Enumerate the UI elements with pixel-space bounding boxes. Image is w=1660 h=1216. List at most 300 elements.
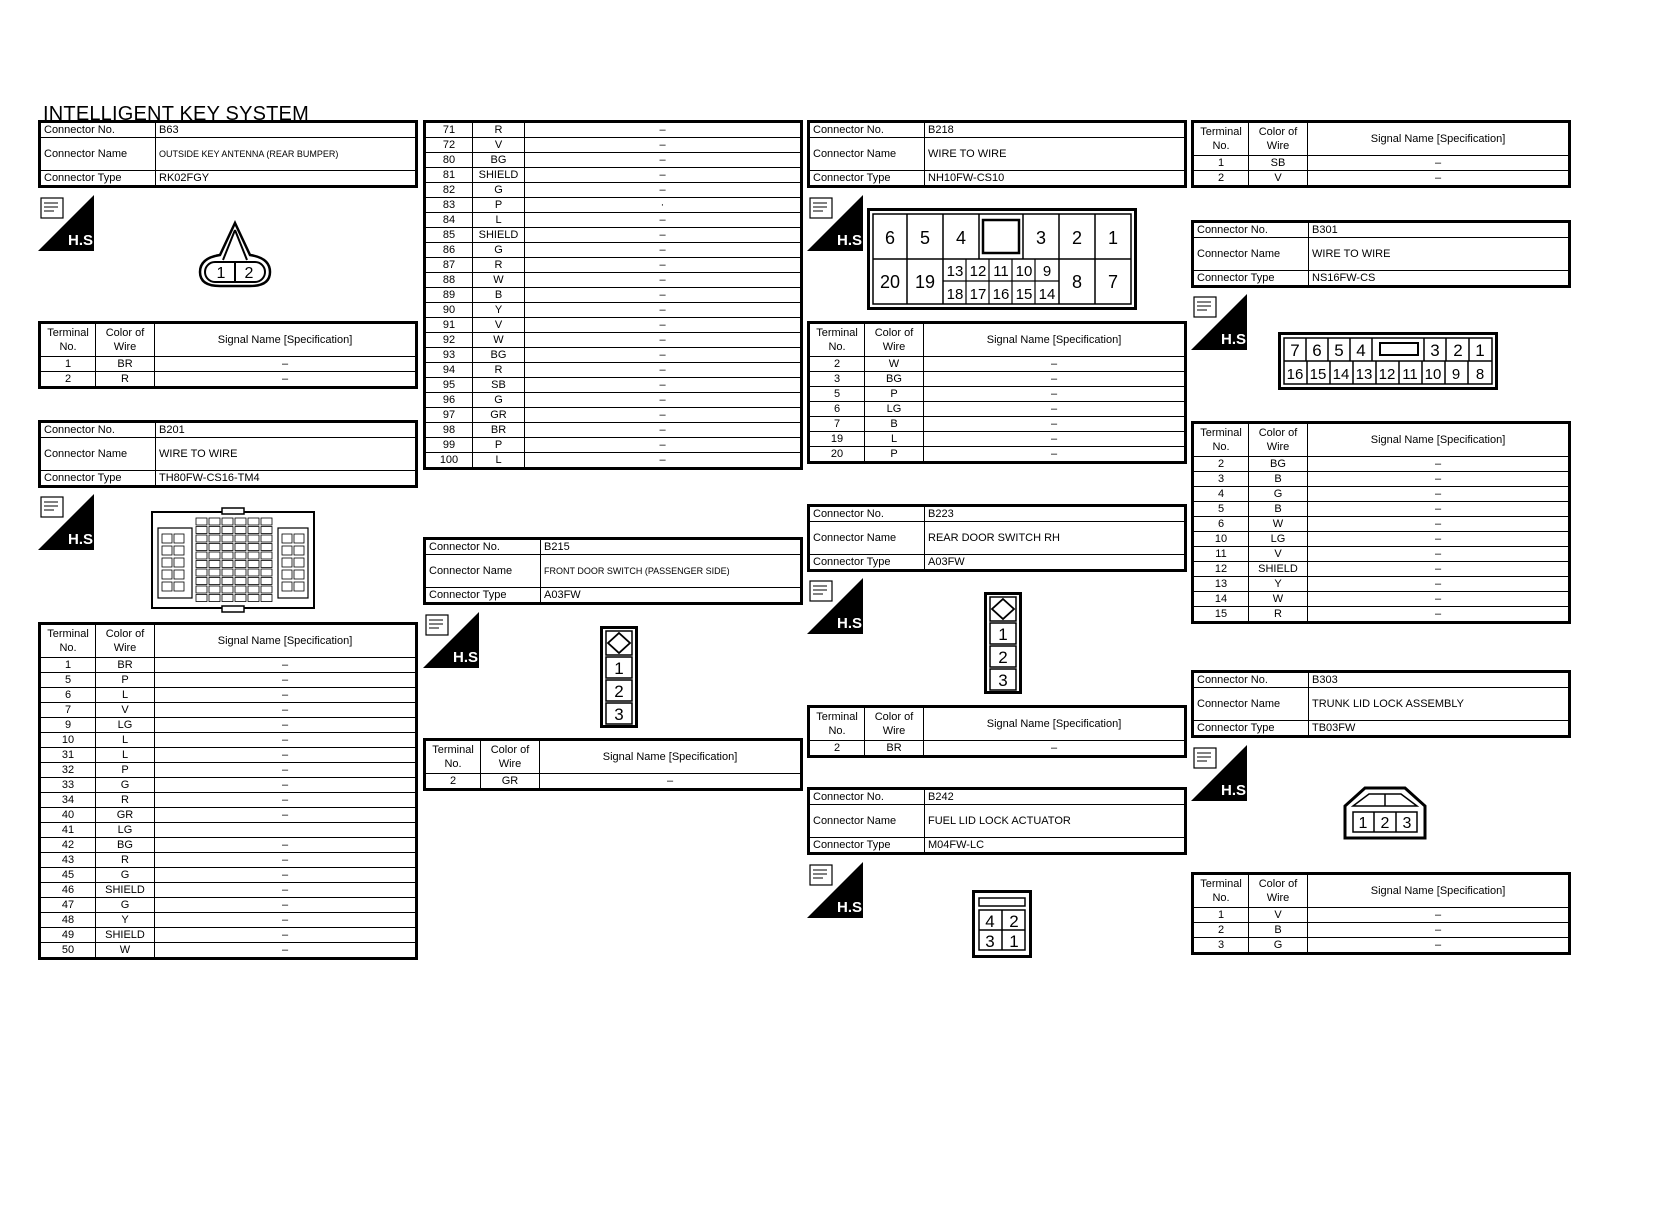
pin-2: 2: [614, 682, 624, 701]
svg-text:H.S.: H.S.: [453, 649, 483, 666]
color-of-wire-header: Color of Wire: [96, 624, 155, 658]
pin-cell: [294, 534, 304, 543]
signal-name: –: [1308, 156, 1570, 171]
page-title: INTELLIGENT KEY SYSTEM: [43, 103, 309, 125]
pin-18: 18: [946, 286, 964, 303]
svg-text:H.S.: H.S.: [837, 615, 867, 632]
pin-cell: [235, 578, 246, 585]
terminal-no: 98: [425, 423, 473, 438]
signal-name-header: Signal Name [Specification]: [155, 624, 417, 658]
signal-name: –: [525, 333, 802, 348]
signal-name: –: [525, 243, 802, 258]
connector-b301-face-diagram: [1278, 332, 1498, 390]
svg-text:H.S.: H.S.: [837, 232, 867, 249]
wire-color: G: [1249, 487, 1308, 502]
table-row: [425, 348, 802, 363]
wire-color: R: [473, 122, 525, 138]
table-row: [425, 408, 802, 423]
terminal-no: 7: [809, 417, 865, 432]
wire-color: R: [96, 372, 155, 388]
table-row: [425, 438, 802, 453]
table-row: [40, 357, 417, 372]
pin-cell: [248, 595, 259, 602]
pin-cell: [196, 578, 207, 585]
signal-name: –: [525, 393, 802, 408]
connector-b242-face-diagram: [972, 890, 1032, 958]
pin-cell: [222, 527, 233, 534]
wire-color: P: [473, 438, 525, 453]
table-row: [1193, 156, 1570, 171]
connector-b303-face-diagram: [1343, 786, 1427, 840]
signal-name: –: [1308, 938, 1570, 954]
signal-name: –: [924, 372, 1186, 387]
pin-5: 5: [1334, 341, 1344, 360]
pin-cell: [235, 527, 246, 534]
connector-b301: [1191, 220, 1571, 288]
wire-color: R: [1249, 607, 1308, 623]
harness-side-icon: [38, 195, 98, 251]
signal-name: –: [1308, 547, 1570, 562]
pin-1: 1: [1009, 932, 1019, 951]
pin-15: 15: [1015, 286, 1033, 303]
svg-text:H.S.: H.S.: [68, 531, 98, 548]
harness-side-icon: [423, 612, 483, 668]
pin-11: 11: [993, 263, 1009, 280]
connector-b223-face-diagram: [984, 592, 1022, 694]
signal-name-header: Signal Name [Specification]: [1308, 874, 1570, 908]
signal-name: –: [155, 688, 417, 703]
terminal-no: 92: [425, 333, 473, 348]
wire-color: R: [473, 363, 525, 378]
signal-name: –: [525, 273, 802, 288]
wire-color: LG: [96, 718, 155, 733]
pin-cell: [162, 558, 172, 567]
signal-name: –: [525, 303, 802, 318]
pin-cell: [174, 546, 184, 555]
table-row: [809, 372, 1186, 387]
signal-name: –: [924, 417, 1186, 432]
svg-text:H.S.: H.S.: [837, 899, 867, 916]
wire-color: LG: [1249, 532, 1308, 547]
table-row: [425, 423, 802, 438]
pin-12: 12: [969, 263, 987, 280]
pin-cell: [261, 569, 272, 576]
color-of-wire-header: Color of Wire: [865, 707, 924, 741]
connector-b63: [38, 120, 418, 188]
terminal-no: 99: [425, 438, 473, 453]
connector-b218: [807, 120, 1187, 188]
pin-cell: [248, 527, 259, 534]
signal-name-header: Signal Name [Specification]: [1308, 423, 1570, 457]
terminal-no: 20: [809, 447, 865, 463]
signal-name: –: [155, 883, 417, 898]
table-row: [809, 357, 1186, 372]
terminal-no: 100: [425, 453, 473, 469]
connector-info-table: Connector No. B63 Connector Name OUTSIDE KEY ANTENNA (REAR BUMPER) Connector Type RK02FGY: [38, 120, 418, 188]
pin-cell: [196, 527, 207, 534]
signal-name: –: [525, 138, 802, 153]
connector-b218-face-diagram: [867, 208, 1137, 310]
pin-13: 13: [946, 263, 964, 280]
pin-cell: [248, 586, 259, 593]
terminal-no: 34: [40, 793, 96, 808]
table-row: [40, 838, 417, 853]
wire-color: L: [96, 733, 155, 748]
wire-color: BR: [96, 357, 155, 372]
terminal-no: 13: [1193, 577, 1249, 592]
terminal-no: 10: [40, 733, 96, 748]
pin-2: 2: [1453, 341, 1463, 360]
terminal-no: 50: [40, 943, 96, 959]
pin-cell: [235, 569, 246, 576]
wire-color: W: [473, 333, 525, 348]
connector-b242: [807, 787, 1187, 855]
pin-cell: [174, 582, 184, 591]
pin-9: 9: [1451, 366, 1461, 383]
pin-cell: [196, 569, 207, 576]
pin-cell: [222, 569, 233, 576]
signal-name: –: [1308, 908, 1570, 923]
signal-name: –: [525, 363, 802, 378]
terminal-no: 2: [40, 372, 96, 388]
connector-no: B201: [156, 422, 417, 438]
connector-no: B242: [925, 789, 1186, 805]
terminal-no: 80: [425, 153, 473, 168]
table-row: [1193, 592, 1570, 607]
pin-cell: [209, 569, 220, 576]
terminal-no: 47: [40, 898, 96, 913]
table-row: [1193, 562, 1570, 577]
connector-info-table: Connector No. B223 Connector Name REAR DOOR SWITCH RH Connector Type A03FW: [807, 504, 1187, 572]
terminal-no-header: Terminal No.: [1193, 423, 1249, 457]
table-row: [425, 774, 802, 790]
pin-8: 8: [1475, 366, 1485, 383]
pin-cell: [261, 578, 272, 585]
signal-name: –: [525, 438, 802, 453]
pin-cell: [222, 552, 233, 559]
table-row: [425, 288, 802, 303]
connector-info-table: Connector No. B242 Connector Name FUEL LID LOCK ACTUATOR Connector Type M04FW-LC: [807, 787, 1187, 855]
pin-cell: [196, 518, 207, 525]
connector-info-table: Connector No. B301 Connector Name WIRE TO WIRE Connector Type NS16FW-CS: [1191, 220, 1571, 288]
signal-name: –: [525, 228, 802, 243]
pin-cell: [282, 570, 292, 579]
terminal-no: 5: [40, 673, 96, 688]
wire-color: L: [473, 213, 525, 228]
pin-cell: [235, 586, 246, 593]
wire-color: SHIELD: [96, 883, 155, 898]
signal-name: –: [1308, 923, 1570, 938]
pin-1: 1: [216, 265, 226, 282]
wire-color: SB: [1249, 156, 1308, 171]
wire-color: BR: [865, 741, 924, 757]
signal-name: –: [525, 288, 802, 303]
wire-color: Y: [96, 913, 155, 928]
connector-b215: [423, 537, 803, 605]
terminal-no-header: Terminal No.: [1193, 122, 1249, 156]
table-row: [1193, 457, 1570, 472]
connector-name: OUTSIDE KEY ANTENNA (REAR BUMPER): [156, 138, 417, 171]
wire-color: P: [473, 198, 525, 213]
pin-cell: [222, 544, 233, 551]
terminal-no: 2: [425, 774, 481, 790]
terminal-no: 81: [425, 168, 473, 183]
terminal-no: 89: [425, 288, 473, 303]
wire-color: SHIELD: [1249, 562, 1308, 577]
terminal-no: 86: [425, 243, 473, 258]
pin-10: 10: [1015, 263, 1033, 280]
table-row: [809, 387, 1186, 402]
signal-name: –: [525, 378, 802, 393]
pin-cell: [209, 578, 220, 585]
pin-3: 3: [1430, 341, 1440, 360]
terminal-no: 43: [40, 853, 96, 868]
pin-cell: [196, 552, 207, 559]
connector-b201-face-diagram: [150, 508, 316, 612]
table-row: [40, 868, 417, 883]
signal-name: –: [1308, 607, 1570, 623]
wire-color: P: [865, 387, 924, 402]
signal-name: –: [525, 408, 802, 423]
pin-1: 1: [1475, 341, 1485, 360]
pin-3: 3: [1035, 228, 1047, 248]
harness-side-icon: [1191, 745, 1251, 801]
connector-b303: [1191, 670, 1571, 738]
terminal-table-b201-continued: [423, 120, 803, 470]
terminal-no: 1: [40, 357, 96, 372]
connector-name: WIRE TO WIRE: [156, 438, 417, 471]
pin-cell: [248, 535, 259, 542]
pin-1: 1: [1107, 228, 1119, 248]
pin-6: 6: [884, 228, 896, 248]
signal-name: –: [525, 453, 802, 469]
terminal-no: 6: [1193, 517, 1249, 532]
wire-color: V: [1249, 547, 1308, 562]
svg-text:H.S.: H.S.: [1221, 331, 1251, 348]
wire-color: G: [96, 868, 155, 883]
harness-side-icon: [807, 862, 867, 918]
pin-1: 1: [614, 659, 624, 678]
connector-b215-face-diagram: [600, 626, 638, 728]
terminal-no: 87: [425, 258, 473, 273]
table-row: [40, 853, 417, 868]
connector-no: B301: [1309, 222, 1570, 238]
pin-4: 4: [1356, 341, 1366, 360]
signal-name: –: [155, 778, 417, 793]
terminal-no: 91: [425, 318, 473, 333]
terminal-header-row: [40, 323, 417, 357]
connector-no: B218: [925, 122, 1186, 138]
table-row: [425, 273, 802, 288]
terminal-no: 90: [425, 303, 473, 318]
pin-12: 12: [1378, 366, 1396, 383]
table-row: [40, 928, 417, 943]
terminal-table-b201: [38, 622, 418, 960]
signal-name: –: [924, 447, 1186, 463]
table-row: [40, 748, 417, 763]
terminal-no: 32: [40, 763, 96, 778]
pin-cell: [196, 535, 207, 542]
terminal-no: 5: [1193, 502, 1249, 517]
signal-name: –: [1308, 532, 1570, 547]
pin-2: 2: [244, 265, 254, 282]
svg-text:H.S.: H.S.: [68, 232, 98, 249]
pin-cell: [162, 570, 172, 579]
connector-no: B303: [1309, 672, 1570, 688]
terminal-no: 84: [425, 213, 473, 228]
pin-cell: [209, 535, 220, 542]
terminal-no: 2: [1193, 171, 1249, 187]
table-row: [425, 213, 802, 228]
pin-16: 16: [992, 286, 1010, 303]
signal-name: –: [525, 348, 802, 363]
signal-name: –: [155, 357, 417, 372]
wire-color: B: [865, 417, 924, 432]
wire-color: G: [473, 243, 525, 258]
table-row: [425, 378, 802, 393]
terminal-no: 97: [425, 408, 473, 423]
connector-name: REAR DOOR SWITCH RH: [925, 522, 1186, 555]
terminal-no: 85: [425, 228, 473, 243]
terminal-no: 82: [425, 183, 473, 198]
terminal-no-header: Terminal No.: [809, 707, 865, 741]
connector-type: NS16FW-CS: [1309, 271, 1570, 287]
terminal-no: 45: [40, 868, 96, 883]
table-row: [1193, 472, 1570, 487]
pin-cell: [261, 527, 272, 534]
pin-cell: [196, 544, 207, 551]
signal-name: –: [924, 741, 1186, 757]
pin-6: 6: [1312, 341, 1322, 360]
pin-cell: [209, 561, 220, 568]
wire-color: B: [473, 288, 525, 303]
wire-color: G: [96, 778, 155, 793]
pin-cell: [261, 561, 272, 568]
table-row: [40, 673, 417, 688]
table-row: [40, 658, 417, 673]
pin-cell: [235, 561, 246, 568]
table-row: [1193, 607, 1570, 623]
signal-name: –: [155, 733, 417, 748]
terminal-no: 3: [809, 372, 865, 387]
pin-cell: [209, 527, 220, 534]
terminal-no: 1: [40, 658, 96, 673]
wire-color: BR: [473, 423, 525, 438]
terminal-no: 94: [425, 363, 473, 378]
terminal-no: 1: [1193, 908, 1249, 923]
connector-no: B223: [925, 506, 1186, 522]
pin-2: 2: [1071, 228, 1083, 248]
signal-name: –: [155, 718, 417, 733]
wire-color: LG: [865, 402, 924, 417]
signal-name: –: [155, 372, 417, 388]
terminal-table-b301: [1191, 421, 1571, 624]
signal-name: ·: [525, 198, 802, 213]
connector-name: WIRE TO WIRE: [1309, 238, 1570, 271]
wire-color: V: [96, 703, 155, 718]
terminal-no: 41: [40, 823, 96, 838]
wire-color: W: [865, 357, 924, 372]
wire-color: V: [1249, 171, 1308, 187]
pin-cell: [222, 561, 233, 568]
terminal-no: 6: [40, 688, 96, 703]
wire-color: BG: [865, 372, 924, 387]
wire-color: R: [473, 258, 525, 273]
terminal-no-header: Terminal No.: [809, 323, 865, 357]
wire-color: G: [1249, 938, 1308, 954]
table-row: [425, 228, 802, 243]
pin-4: 4: [985, 912, 995, 931]
table-row: [1193, 577, 1570, 592]
signal-name: –: [525, 423, 802, 438]
signal-name: –: [525, 183, 802, 198]
pin-cell: [235, 535, 246, 542]
table-row: [40, 733, 417, 748]
terminal-table-b303: [1191, 872, 1571, 955]
table-row: [425, 198, 802, 213]
wire-color: GR: [96, 808, 155, 823]
pin-cell: [282, 546, 292, 555]
pin-3: 3: [985, 932, 995, 951]
pin-17: 17: [969, 286, 987, 303]
wire-color: R: [96, 853, 155, 868]
terminal-no: 83: [425, 198, 473, 213]
connector-type: A03FW: [925, 555, 1186, 571]
pin-13: 13: [1355, 366, 1373, 383]
terminal-table-b63: [38, 321, 418, 389]
table-row: [40, 778, 417, 793]
signal-name-header: Signal Name [Specification]: [1308, 122, 1570, 156]
color-of-wire-header: Color of Wire: [1249, 874, 1308, 908]
connector-b63-face-diagram: [195, 220, 275, 292]
terminal-no: 96: [425, 393, 473, 408]
signal-name-header: Signal Name [Specification]: [924, 707, 1186, 741]
pin-cell: [174, 558, 184, 567]
table-row: [40, 688, 417, 703]
table-row: [425, 183, 802, 198]
wire-color: V: [473, 318, 525, 333]
signal-name: –: [525, 122, 802, 138]
pin-cell: [162, 534, 172, 543]
wire-color: W: [473, 273, 525, 288]
table-row: [40, 808, 417, 823]
pin-cell: [294, 546, 304, 555]
pin-cell: [222, 595, 233, 602]
signal-name: –: [155, 913, 417, 928]
table-row: [425, 303, 802, 318]
table-row: [40, 913, 417, 928]
pin-cell: [222, 578, 233, 585]
signal-name: –: [155, 703, 417, 718]
signal-name: –: [1308, 592, 1570, 607]
connector-type: TH80FW-CS16-TM4: [156, 471, 417, 487]
pin-11: 11: [1402, 366, 1418, 383]
connector-type: A03FW: [541, 588, 802, 604]
signal-name-header: Signal Name [Specification]: [540, 740, 802, 774]
connector-name: TRUNK LID LOCK ASSEMBLY: [1309, 688, 1570, 721]
table-row: [1193, 517, 1570, 532]
pin-cell: [261, 595, 272, 602]
terminal-no: 4: [1193, 487, 1249, 502]
table-row: [1193, 908, 1570, 923]
signal-name: –: [155, 763, 417, 778]
table-row: [425, 333, 802, 348]
signal-name: [155, 823, 417, 838]
pin-2: 2: [998, 648, 1008, 667]
table-row: [425, 243, 802, 258]
pin-8: 8: [1071, 272, 1083, 292]
terminal-no: 2: [1193, 923, 1249, 938]
